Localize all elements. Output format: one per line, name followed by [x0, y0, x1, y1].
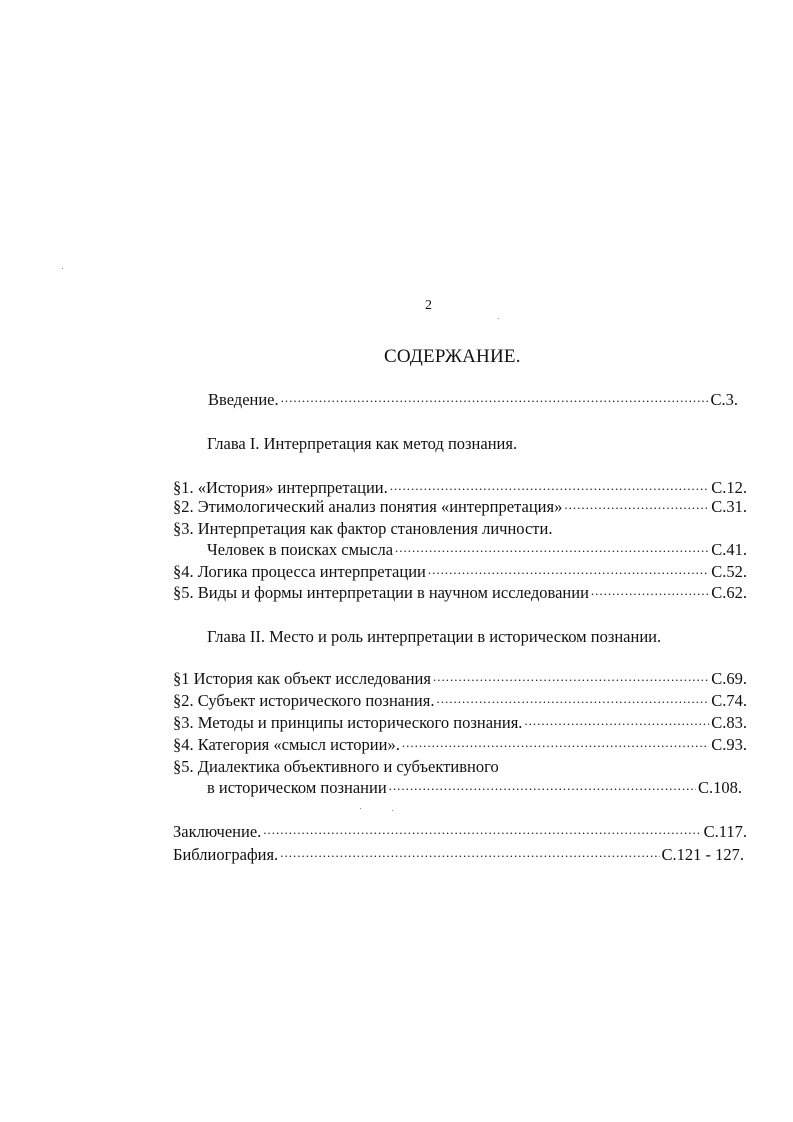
toc-entry-2-1[interactable]	[173, 669, 747, 689]
scan-speck	[360, 808, 361, 809]
dot-leader	[263, 823, 701, 837]
toc-entry-label: §2. Этимологический анализ понятия «интерпретация»	[173, 497, 563, 516]
toc-entry-page: С.31.	[711, 497, 747, 516]
chapter-1-heading: Глава I. Интерпретация как метод познания.	[207, 434, 518, 453]
toc-entry-label: §1 История как объект исследования	[173, 669, 431, 688]
toc-entry-page: С.41.	[711, 540, 747, 559]
toc-entry-page: С.52.	[711, 562, 747, 581]
toc-entry-page: С.117.	[703, 822, 747, 841]
toc-entry-page: С.62.	[711, 583, 747, 602]
toc-entry-label: в историческом познании	[207, 778, 387, 797]
toc-entry-label: §5. Виды и формы интерпретации в научном исследовании	[173, 583, 589, 602]
dot-leader	[564, 498, 709, 512]
scan-speck	[392, 810, 393, 811]
dot-leader	[280, 846, 659, 860]
toc-entry-label: Библиография.	[173, 845, 279, 864]
toc-entry-label: §2. Субъект исторического познания.	[173, 691, 435, 710]
dot-leader	[389, 779, 696, 793]
chapter-2-heading: Глава II. Место и роль интерпретации в историческом познании.	[207, 627, 662, 646]
toc-entry-1-1[interactable]	[173, 478, 747, 498]
toc-entry-label: §4. Категория «смысл истории».	[173, 735, 400, 754]
toc-entry-1-3-line1: §3. Интерпретация как фактор становления личности.	[173, 519, 553, 538]
toc-entry-1-5[interactable]	[173, 583, 747, 603]
toc-entry-introduction[interactable]	[208, 390, 738, 410]
toc-entry-label: §1. «История» интерпретации.	[173, 478, 388, 497]
toc-entry-page: С.121 - 127.	[661, 845, 744, 864]
toc-entry-label: §3. Методы и принципы исторического познания.	[173, 713, 523, 732]
dot-leader	[591, 584, 709, 598]
toc-entry-label: Введение.	[208, 390, 279, 409]
toc-entry-label: Человек в поисках смысла	[207, 540, 394, 559]
dot-leader	[433, 670, 709, 684]
toc-entry-2-4[interactable]	[173, 735, 747, 755]
dot-leader	[428, 563, 709, 577]
scan-speck	[498, 318, 499, 319]
dot-leader	[524, 714, 709, 728]
toc-entry-page: С.69.	[711, 669, 747, 688]
toc-entry-2-3[interactable]	[173, 713, 747, 733]
toc-entry-page: С.12.	[711, 478, 747, 497]
toc-entry-bibliography[interactable]	[173, 845, 744, 865]
toc-entry-label: §4. Логика процесса интерпретации	[173, 562, 426, 581]
scan-speck	[62, 268, 63, 269]
dot-leader	[436, 692, 709, 706]
dot-leader	[281, 391, 709, 405]
toc-entry-2-2[interactable]	[173, 691, 747, 711]
toc-entry-label: Заключение.	[173, 822, 262, 841]
dot-leader	[402, 736, 709, 750]
dot-leader	[395, 541, 709, 555]
toc-entry-page: С.93.	[711, 735, 747, 754]
toc-entry-2-5-line1: §5. Диалектика объективного и субъективного	[173, 757, 499, 776]
toc-entry-1-4[interactable]	[173, 562, 747, 582]
toc-title: СОДЕРЖАНИЕ.	[384, 346, 521, 367]
toc-entry-page: С.83.	[711, 713, 747, 732]
toc-entry-2-5[interactable]	[207, 778, 742, 798]
toc-entry-conclusion[interactable]	[173, 822, 747, 842]
toc-entry-1-3[interactable]	[207, 540, 747, 560]
toc-entry-1-2[interactable]	[173, 497, 747, 517]
toc-entry-page: С.74.	[711, 691, 747, 710]
toc-entry-page: С.3.	[710, 390, 738, 409]
toc-entry-page: С.108.	[697, 778, 742, 797]
dot-leader	[390, 479, 710, 493]
